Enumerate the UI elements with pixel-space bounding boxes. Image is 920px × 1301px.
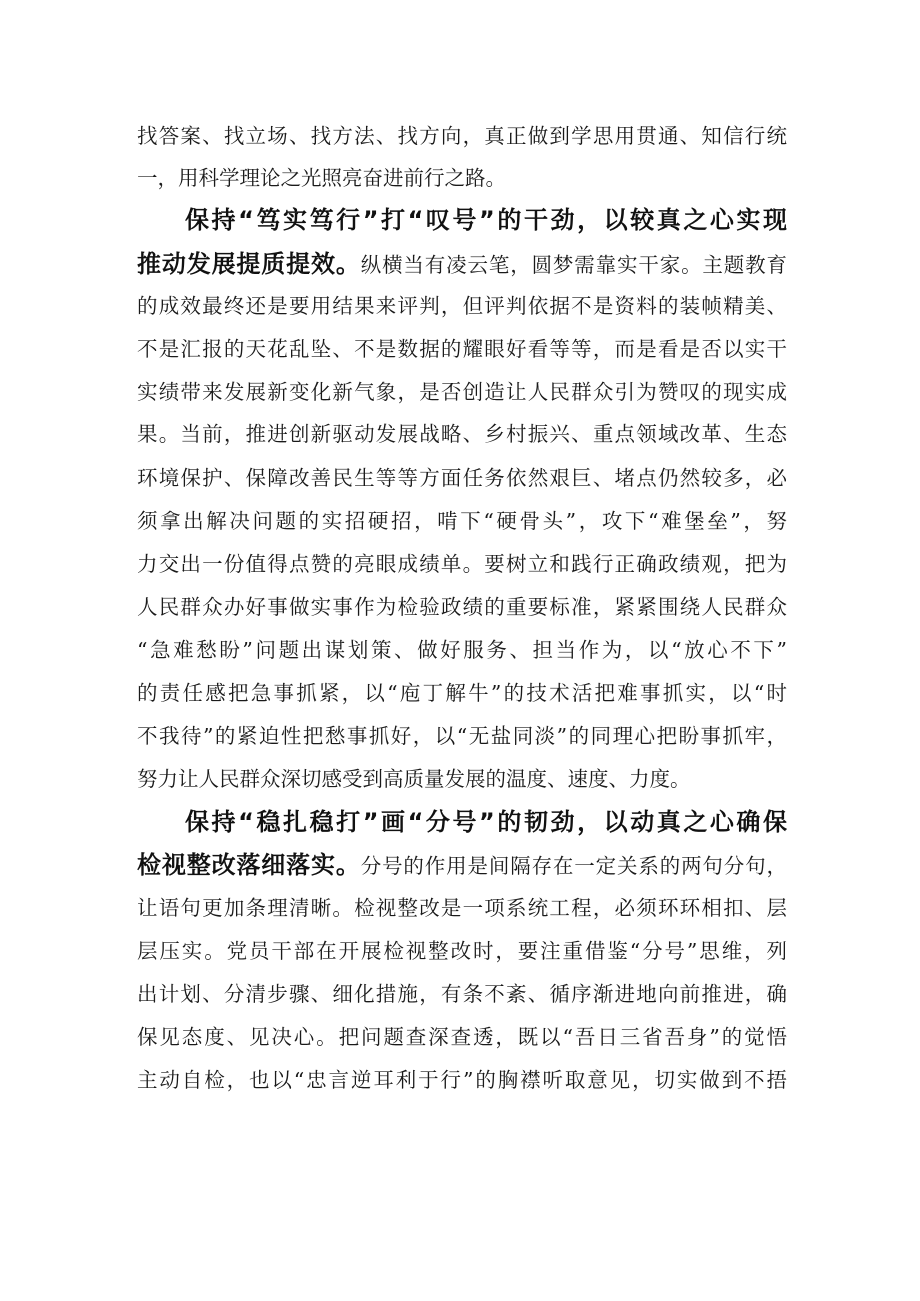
section-heading: 检视整改落细落实。 [137, 851, 361, 879]
body-line: 实绩带来发展新变化新气象，是否创造让人民群众引为赞叹的现实成 [137, 380, 787, 404]
body-line: 人民群众办好事做实事作为检验政绩的重要标准，紧紧围绕人民群众 [137, 595, 787, 619]
body-line: 须拿出解决问题的实招硬招，啃下“硬骨头”，攻下“难堡垒”，努 [137, 509, 787, 533]
body-line: 的责任感把急事抓紧，以“庖丁解牛”的技术活把难事抓实，以“时 [137, 681, 787, 705]
body-line: 找答案、找立场、找方法、找方向，真正做到学思用贯通、知信行统 [137, 124, 787, 148]
body-line: 努力让人民群众深切感受到高质量发展的温度、速度、力度。 [137, 767, 691, 791]
body-line: 主动自检，也以“忠言逆耳利于行”的胸襟听取意见，切实做到不捂 [137, 1068, 787, 1092]
body-line: “急难愁盼”问题出谋划策、做好服务、担当作为，以“放心不下” [137, 638, 787, 662]
body-line: 果。当前，推进创新驱动发展战略、乡村振兴、重点领域改革、生态 [137, 422, 787, 446]
body-line: 保见态度、见决心。把问题查深查透，既以“吾日三省吾身”的觉悟 [137, 1025, 787, 1049]
body-line: 的成效最终还是要用结果来评判，但评判依据不是资料的装帧精美、 [137, 294, 787, 318]
body-line: 不我待”的紧迫性把愁事抓好，以“无盐同淡”的同理心把盼事抓牢， [137, 724, 787, 748]
section-heading-line [185, 200, 787, 240]
section-heading: 推动发展提质提效。 [137, 250, 361, 278]
body-line: 不是汇报的天花乱坠、不是数据的耀眼好看等等，而是看是否以实干 [137, 337, 787, 361]
body-text: 纵横当有凌云笔，圆梦需靠实干家。主题教育 [360, 253, 788, 277]
body-line: 层压实。党员干部在开展检视整改时，要注重借鉴“分号”思维，列 [137, 939, 787, 963]
body-line: 一，用科学理论之光照亮奋进前行之路。 [137, 166, 506, 190]
body-line: 环境保护、保障改善民生等等方面任务依然艰巨、堵点仍然较多，必 [137, 466, 787, 490]
body-line: 力交出一份值得点赞的亮眼成绩单。要树立和践行正确政绩观，把为 [137, 552, 787, 576]
section-heading-line [185, 802, 787, 842]
section-heading: 保持“笃实笃行”打“叹号”的干劲，以较真之心实现 [185, 206, 787, 234]
section-heading-line [137, 244, 787, 284]
section-heading: 保持“稳扎稳打”画“分号”的韧劲，以动真之心确保 [185, 808, 787, 836]
body-line: 让语句更加条理清晰。检视整改是一项系统工程，必须环环相扣、层 [137, 896, 787, 920]
body-line: 出计划、分清步骤、细化措施，有条不紊、循序渐进地向前推进，确 [137, 982, 787, 1006]
section-heading-line [137, 845, 787, 885]
body-text: 分号的作用是间隔存在一定关系的两句分句， [360, 854, 788, 878]
